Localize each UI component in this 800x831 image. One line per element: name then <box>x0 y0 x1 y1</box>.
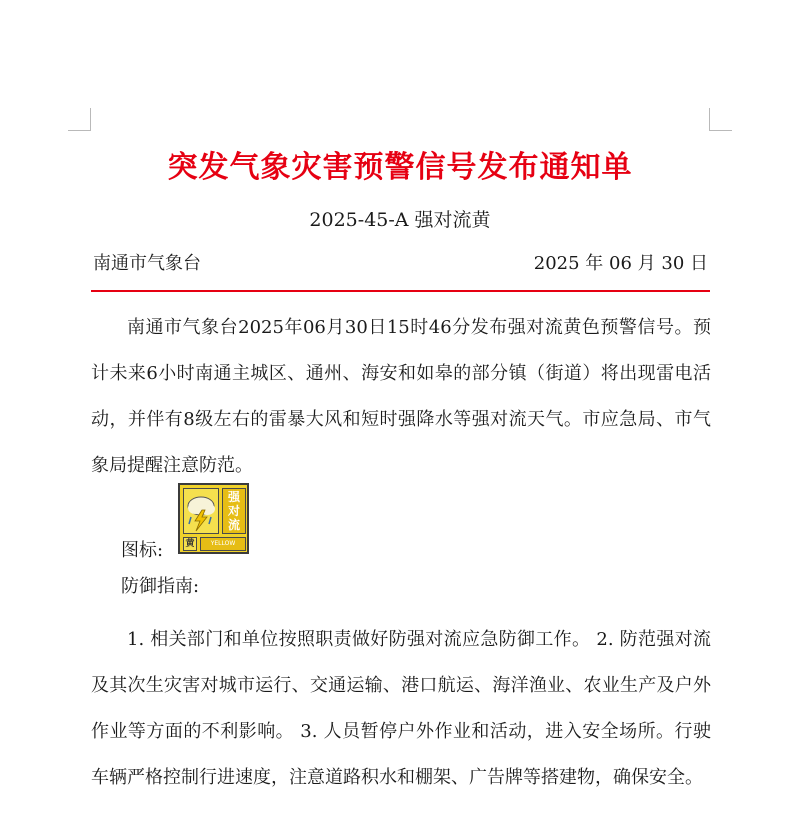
icon-label: 图标: <box>121 540 164 561</box>
signal-footer-box <box>200 537 246 551</box>
signal-corner-text: 黄 <box>185 539 195 549</box>
signal-footer-text: YELLOW <box>210 540 236 547</box>
issuer-name: 南通市气象台 <box>93 253 201 274</box>
document-title: 突发气象灾害预警信号发布通知单 <box>167 150 633 185</box>
guide-label: 防御指南: <box>121 576 200 597</box>
signal-side-panel <box>222 488 246 534</box>
page-crop-mark-left <box>68 108 91 131</box>
page-crop-mark-right <box>709 108 732 131</box>
guide-paragraph: 1. 相关部门和单位按照职责做好防强对流应急防御工作。 2. 防范强对流及其次生灾害对城市运行、交通运输、港口航运、海洋渔业、农业生产及户外作业等方面的不利影响。 3. 人员暂停户外作业和活动，进入安全场所。行驶车辆严格控制行进速度，注意道路积水和棚架、广告牌等搭建物，确保安全。 <box>91 629 711 788</box>
document-subtitle: 2025-45-A 强对流黄 <box>309 209 491 231</box>
issue-date: 2025 年 06 月 30 日 <box>533 253 708 274</box>
storm-cloud-icon <box>183 488 219 534</box>
signal-side-text: 强对流 <box>227 490 240 532</box>
strong-convection-yellow-warning-icon <box>178 483 249 554</box>
warning-body-paragraph: 南通市气象台2025年06月30日15时46分发布强对流黄色预警信号。预计未来6小时南通主城区、通州、海安和如皋的部分镇（街道）将出现雷电活动，并伴有8级左右的雷暴大风和短时强降水等强对流天气。市应急局、市气象局提醒注意防范。 <box>91 317 711 476</box>
signal-corner-box <box>183 537 197 551</box>
red-divider-line <box>91 290 710 292</box>
